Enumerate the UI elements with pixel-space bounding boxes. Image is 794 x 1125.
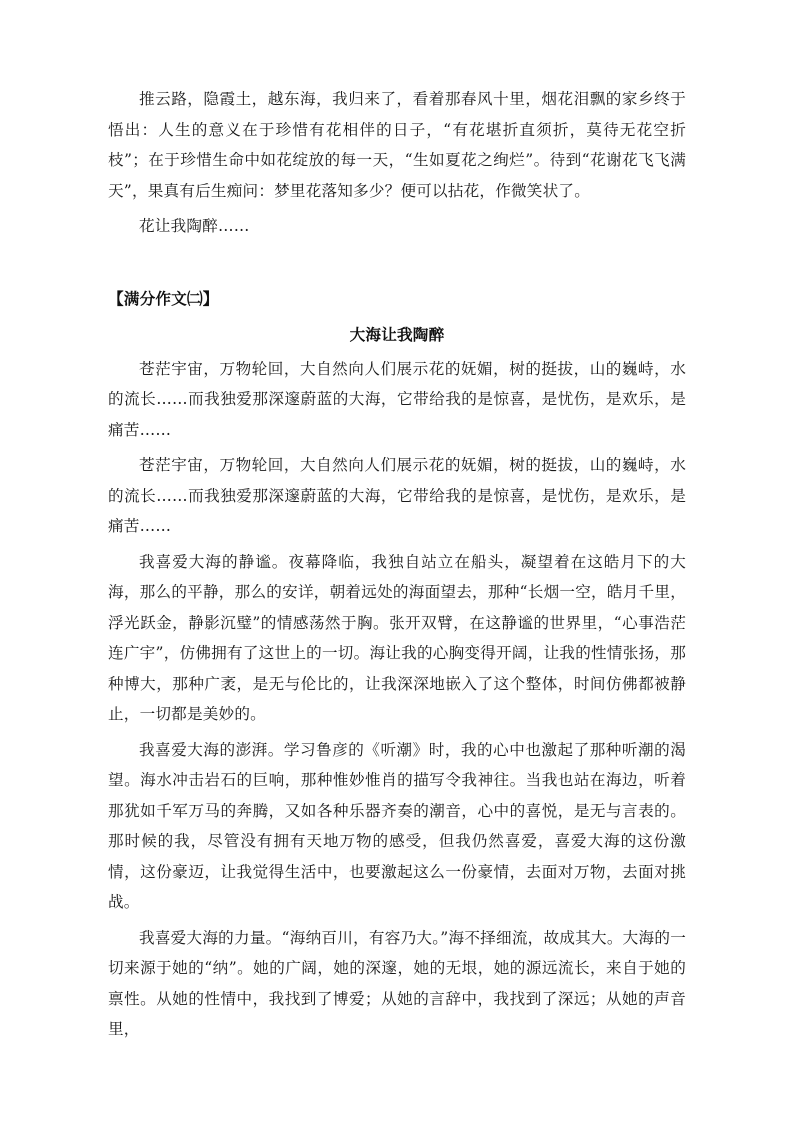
essay-paragraph-1: 苍茫宇宙，万物轮回，大自然向人们展示花的妩媚，树的挺拔，山的巍峙，水的流长……而我独爱那深邃蔚蓝的大海，它带给我的是惊喜，是忧伤，是欢乐，是痛苦…… bbox=[108, 359, 686, 439]
section-label: 【满分作文㈡】 bbox=[108, 289, 219, 308]
essay-paragraph-4: 我喜爱大海的澎湃。学习鲁彦的《听潮》时，我的心中也激起了那种听潮的渴望。海水冲击岩石的巨响，那种惟妙惟肖的描写令我神往。当我也站在海边，听着那犹如千军万马的奔腾，又如各种乐器齐奏的潮音，心中的喜悦，是无与言表的。那时候的我，尽管没有拥有天地万物的感受，但我仍然喜爱，喜爱大海的这份激情，这份豪迈，让我觉得生活中，也要激起这么一份豪情，去面对万物，去面对挑战。 bbox=[108, 740, 686, 911]
essay-paragraph-5: 我喜爱大海的力量。“海纳百川，有容乃大。”海不择细流，故成其大。大海的一切来源于她的“纳”。她的广阔，她的深邃，她的无垠，她的源远流长，来自于她的禀性。从她的性情中，我找到了博爱；从她的言辞中，我找到了深远；从她的声音里， bbox=[108, 928, 686, 1038]
paragraph-intro: 推云路，隐霞土，越东海，我归来了，看着那春风十里，烟花泪飘的家乡终于悟出：人生的意义在于珍惜有花相伴的日子，“有花堪折直须折，莫待无花空折枝”；在于珍惜生命中如花绽放的每一天，“生如夏花之绚烂”。待到“花谢花飞飞满天”，果真有后生痴问：梦里花落知多少？便可以拈花，作微笑状了。 bbox=[108, 90, 686, 200]
essay-title: 大海让我陶醉 bbox=[349, 325, 445, 344]
essay-paragraph-2: 苍茫宇宙，万物轮回，大自然向人们展示花的妩媚，树的挺拔，山的巍峙，水的流长……而我独爱那深邃蔚蓝的大海，它带给我的是惊喜，是忧伤，是欢乐，是痛苦…… bbox=[108, 456, 686, 535]
paragraph-closing: 花让我陶醉…… bbox=[139, 217, 250, 235]
essay-paragraph-3: 我喜爱大海的静谧。夜幕降临，我独自站立在船头，凝望着在这皓月下的大海，那么的平静，那么的安详，朝着远处的海面望去，那种“长烟一空，皓月千里，浮光跃金，静影沉璧”的情感荡然于胸。张开双臂，在这静谧的世界里，“心事浩茫连广宇”，仿佛拥有了这世上的一切。海让我的心胸变得开阔，让我的性情张扬，那种博大，那种广袤，是无与伦比的，让我深深地嵌入了这个整体，时间仿佛都被静止，一切都是美妙的。 bbox=[108, 552, 686, 723]
